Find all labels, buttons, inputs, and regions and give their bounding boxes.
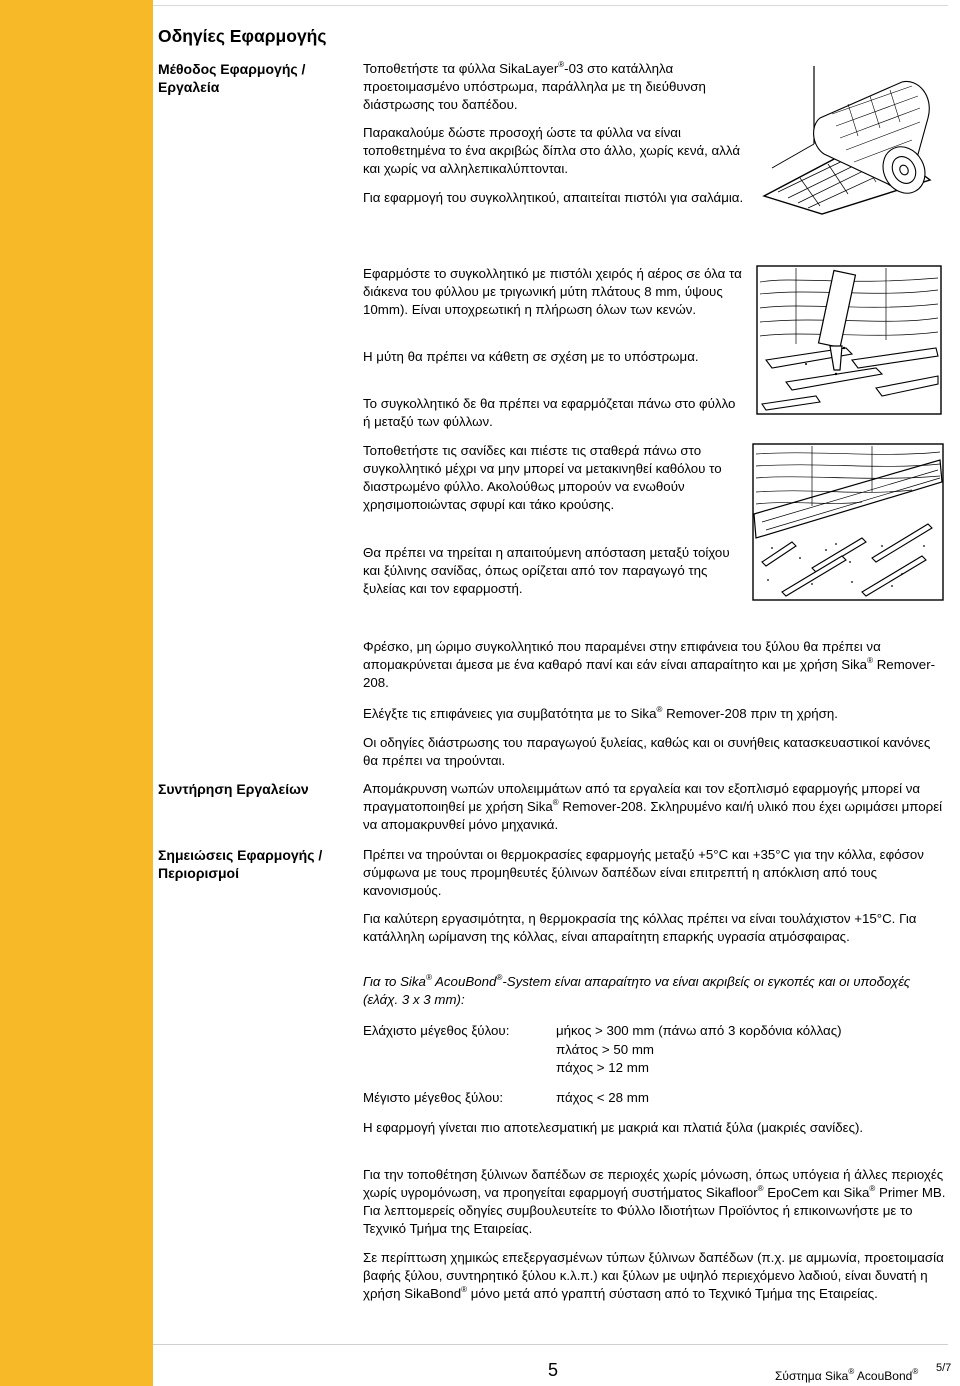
- method-paragraph-7: Τοποθετήστε τις σανίδες και πιέστε τις σταθερά πάνω στο συγκολλητικό μέχρι να μην μπορεί να μετακινηθεί καθόλου το διαστρωμένο φύλλο. Ακολούθως μπορούν να ενωθούν χρησιμοποιώντας σφυρί και τάκο κρούσης.: [363, 443, 722, 512]
- max-size-label: Μέγιστο μέγεθος ξύλου:: [363, 1090, 504, 1105]
- min-size-label: Ελάχιστο μέγεθος ξύλου:: [363, 1023, 510, 1038]
- glue-gun-nozzle-illustration: [756, 264, 942, 416]
- method-paragraph-4: Εφαρμόστε το συγκολλητικό με πιστόλι χειρός ή αέρος σε όλα τα διάκενα του φύλλου με τριγωνική μύτη πλάτους 8 mm, ύψους 10mm). Είναι υποχρεωτική η πλήρωση όλων των κενών.: [363, 266, 742, 317]
- footer-page-count: 5/7: [936, 1362, 952, 1374]
- sidebar-stripe: [0, 0, 153, 1386]
- tools-paragraph: Απομάκρυνση νωπών υπολειμμάτων από τα εργαλεία και τον εξοπλισμό εφαρμογής μπορεί να πραγματοποιηθεί με χρήση Sika® Remover-208. Σκληρυμένο και/ή υλικό που έχει ωριμάσει μπορεί να απομακρυνθεί μόνο μηχανικά.: [363, 781, 943, 832]
- method-paragraph-2: Παρακαλούμε δώστε προσοχή ώστε τα φύλλα να είναι τοποθετημένα το ένα ακριβώς δίπλα στο άλλο, χωρίς κενά, αλλά και χωρίς να αλληλεπικαλύπτονται.: [363, 125, 741, 176]
- notes-paragraph-5: Για την τοποθέτηση ξύλινων δαπέδων σε περιοχές χωρίς μόνωση, όπως υπόγεια ή άλλες περιοχές χωρίς υγρομόνωση, να προηγείται εφαρμογή συστήματος Sikafloor® EpoCem και Sika® Primer MB. Για λεπτομερείς οδηγίες συμβουλευτείτε το Φύλλο Ιδιοτήτων Προϊόντος ή επικοινωνήστε με το Τεχνικό Τμήμα της Εταιρείας.: [363, 1167, 946, 1236]
- max-thickness-value: πάχος < 28 mm: [556, 1090, 649, 1105]
- method-paragraph-11: Οι οδηγίες διάστρωσης του παραγωγού ξυλείας, καθώς και οι συνήθεις κατασκευαστικοί κανόνες θα πρέπει να τηρούνται.: [363, 735, 931, 768]
- notes-paragraph-2: Για καλύτερη εργασιμότητα, η θερμοκρασία της κόλλας πρέπει να είναι τουλάχιστον +15°C. Για κατάλληλη ωρίμανση της κόλλας, είναι απαραίτητη επαρκής υγρασία ατμόσφαιρας.: [363, 911, 917, 944]
- notes-paragraph-6: Σε περίπτωση χημικώς επεξεργασμένων τύπων ξύλινων δαπέδων (π.χ. με αμμωνία, προετοιμασία βαφής ξύλου, συντηρητικό ξύλου κ.λ.π.) και ξύλων με υψηλό περιεχόμενο λαδιού, είναι δυνατή η χρήση SikaBond® μόνο μετά από γραπτή σύσταση από το Τεχνικό Τμήμα της Εταιρείας.: [363, 1250, 944, 1301]
- method-paragraph-5: Η μύτη θα πρέπει να κάθετη σε σχέση με το υπόστρωμα.: [363, 349, 699, 364]
- planks-on-adhesive-illustration: [752, 442, 944, 602]
- section-heading-tools: Συντήρηση Εργαλείων: [158, 781, 309, 797]
- footer-rule: [153, 1344, 948, 1345]
- method-paragraph-3: Για εφαρμογή του συγκολλητικού, απαιτείται πιστόλι για σαλάμια.: [363, 190, 744, 205]
- section-heading-notes: Σημειώσεις Εφαρμογής / Περιορισμοί: [158, 847, 323, 881]
- method-paragraph-10: Ελέγξτε τις επιφάνειες για συμβατότητα με το Sika® Remover-208 πριν τη χρήση.: [363, 705, 838, 721]
- section-heading-method: Μέθοδος Εφαρμογής / Εργαλεία: [158, 61, 306, 95]
- min-length-value: μήκος > 300 mm (πάνω από 3 κορδόνια κόλλας): [556, 1023, 842, 1038]
- top-rule: [153, 5, 948, 6]
- min-thickness-value: πάχος > 12 mm: [556, 1060, 649, 1075]
- notes-paragraph-1: Πρέπει να τηρούνται οι θερμοκρασίες εφαρμογής μεταξύ +5°C και +35°C για την κόλλα, εφόσον σύμφωνα με τους προμηθευτές ξύλινων δαπέδων είναι επιτρεπτή η απόκλιση από τους κανονισμούς.: [363, 847, 924, 898]
- roll-of-sheets-illustration: [762, 66, 944, 216]
- min-width-value: πλάτος > 50 mm: [556, 1042, 654, 1057]
- footer-page-number: 5: [548, 1360, 559, 1380]
- method-paragraph-8: Θα πρέπει να τηρείται η απαιτούμενη απόσταση μεταξύ τοίχου και ξύλινης σανίδας, όπως ορίζεται από τον παραγωγό της ξυλείας και τον εφαρμοστή.: [363, 545, 730, 596]
- footer-product-name: Σύστημα Sika® AcouBond®: [775, 1367, 919, 1383]
- method-paragraph-6: Το συγκολλητικό δε θα πρέπει να εφαρμόζεται πάνω στο φύλλο ή μεταξύ των φύλλων.: [363, 396, 736, 429]
- page-title: Οδηγίες Εφαρμογής: [158, 26, 327, 46]
- notes-paragraph-3: Για το Sika® AcouBond®-System είναι απαραίτητο να είναι ακριβείς οι εγκοπές και οι υποδοχές (ελάχ. 3 x 3 mm):: [363, 973, 911, 1007]
- method-paragraph-9: Φρέσκο, μη ώριμο συγκολλητικό που παραμένει στην επιφάνεια του ξύλου θα πρέπει να απομακρύνεται άμεσα με ένα καθαρό πανί και εάν είναι απαραίτητο και με χρήση Sika® Remover-208.: [363, 639, 936, 690]
- notes-paragraph-4: Η εφαρμογή γίνεται πιο αποτελεσματική με μακριά και πλατιά ξύλα (μακριές σανίδες).: [363, 1120, 864, 1135]
- method-paragraph-1: Τοποθετήστε τα φύλλα SikaLayer®-03 στο κατάλληλα προετοιμασμένο υπόστρωμα, παράλληλα με τη διεύθυνση διάστρωσης του δαπέδου.: [363, 60, 706, 112]
